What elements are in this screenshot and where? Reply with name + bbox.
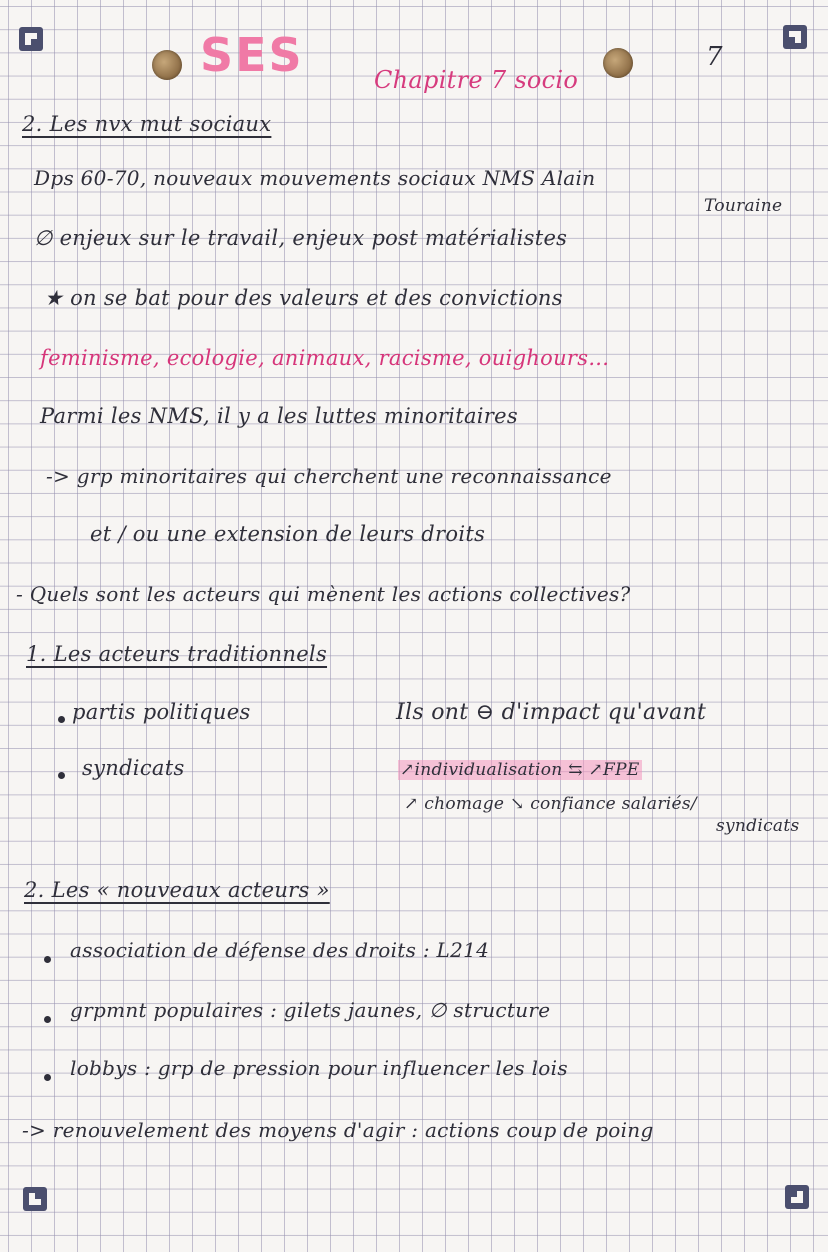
bullet [44,1016,51,1023]
corner-bracket-icon [784,1184,810,1210]
text-line: ∅ enjeux sur le travail, enjeux post matérialistes [34,226,568,250]
note-line: ↗individualisation ⇆ ↗FPE [400,760,640,780]
text-line: Touraine [704,196,783,216]
note-line: ↗ chomage ↘ confiance salariés/ [404,794,697,814]
binder-hole-icon [152,50,182,80]
bullet [44,1074,51,1081]
note-line: Ils ont ⊖ d'impact qu'avant [396,700,707,725]
corner-bracket-icon [22,1186,48,1212]
section-heading: 1. Les acteurs traditionnels [26,642,328,666]
bullet [44,956,51,963]
chapter-label: Chapitre 7 socio [374,66,579,94]
question-line: - Quels sont les acteurs qui mènent les actions collectives? [16,582,631,606]
text-line: ★ on se bat pour des valeurs et des convictions [44,286,563,310]
list-item: partis politiques [72,700,251,724]
list-item: association de défense des droits : L214 [70,938,490,962]
text-line: -> grp minoritaires qui cherchent une reconnaissance [46,464,612,488]
page-title: SES [200,28,304,82]
text-line: et / ou une extension de leurs droits [90,522,486,546]
text-line-pink: feminisme, ecologie, animaux, racisme, ouighours... [40,346,610,370]
note-line: syndicats [716,816,800,836]
section-heading: 2. Les « nouveaux acteurs » [24,878,330,902]
corner-bracket-icon [18,26,44,52]
binder-hole-icon [603,48,633,78]
page-number: 7 [706,42,723,72]
text-line: Dps 60-70, nouveaux mouvements sociaux NMS Alain [34,166,596,190]
conclusion-line: -> renouvelement des moyens d'agir : actions coup de poing [22,1118,654,1142]
list-item: grpmnt populaires : gilets jaunes, ∅ structure [70,998,551,1022]
section-heading: 2. Les nvx mut sociaux [22,112,272,136]
list-item: syndicats [82,756,185,780]
list-item: lobbys : grp de pression pour influencer les lois [70,1056,568,1080]
bullet [58,772,65,779]
bullet [58,716,65,723]
text-line: Parmi les NMS, il y a les luttes minoritaires [40,404,518,428]
corner-bracket-icon [782,24,808,50]
